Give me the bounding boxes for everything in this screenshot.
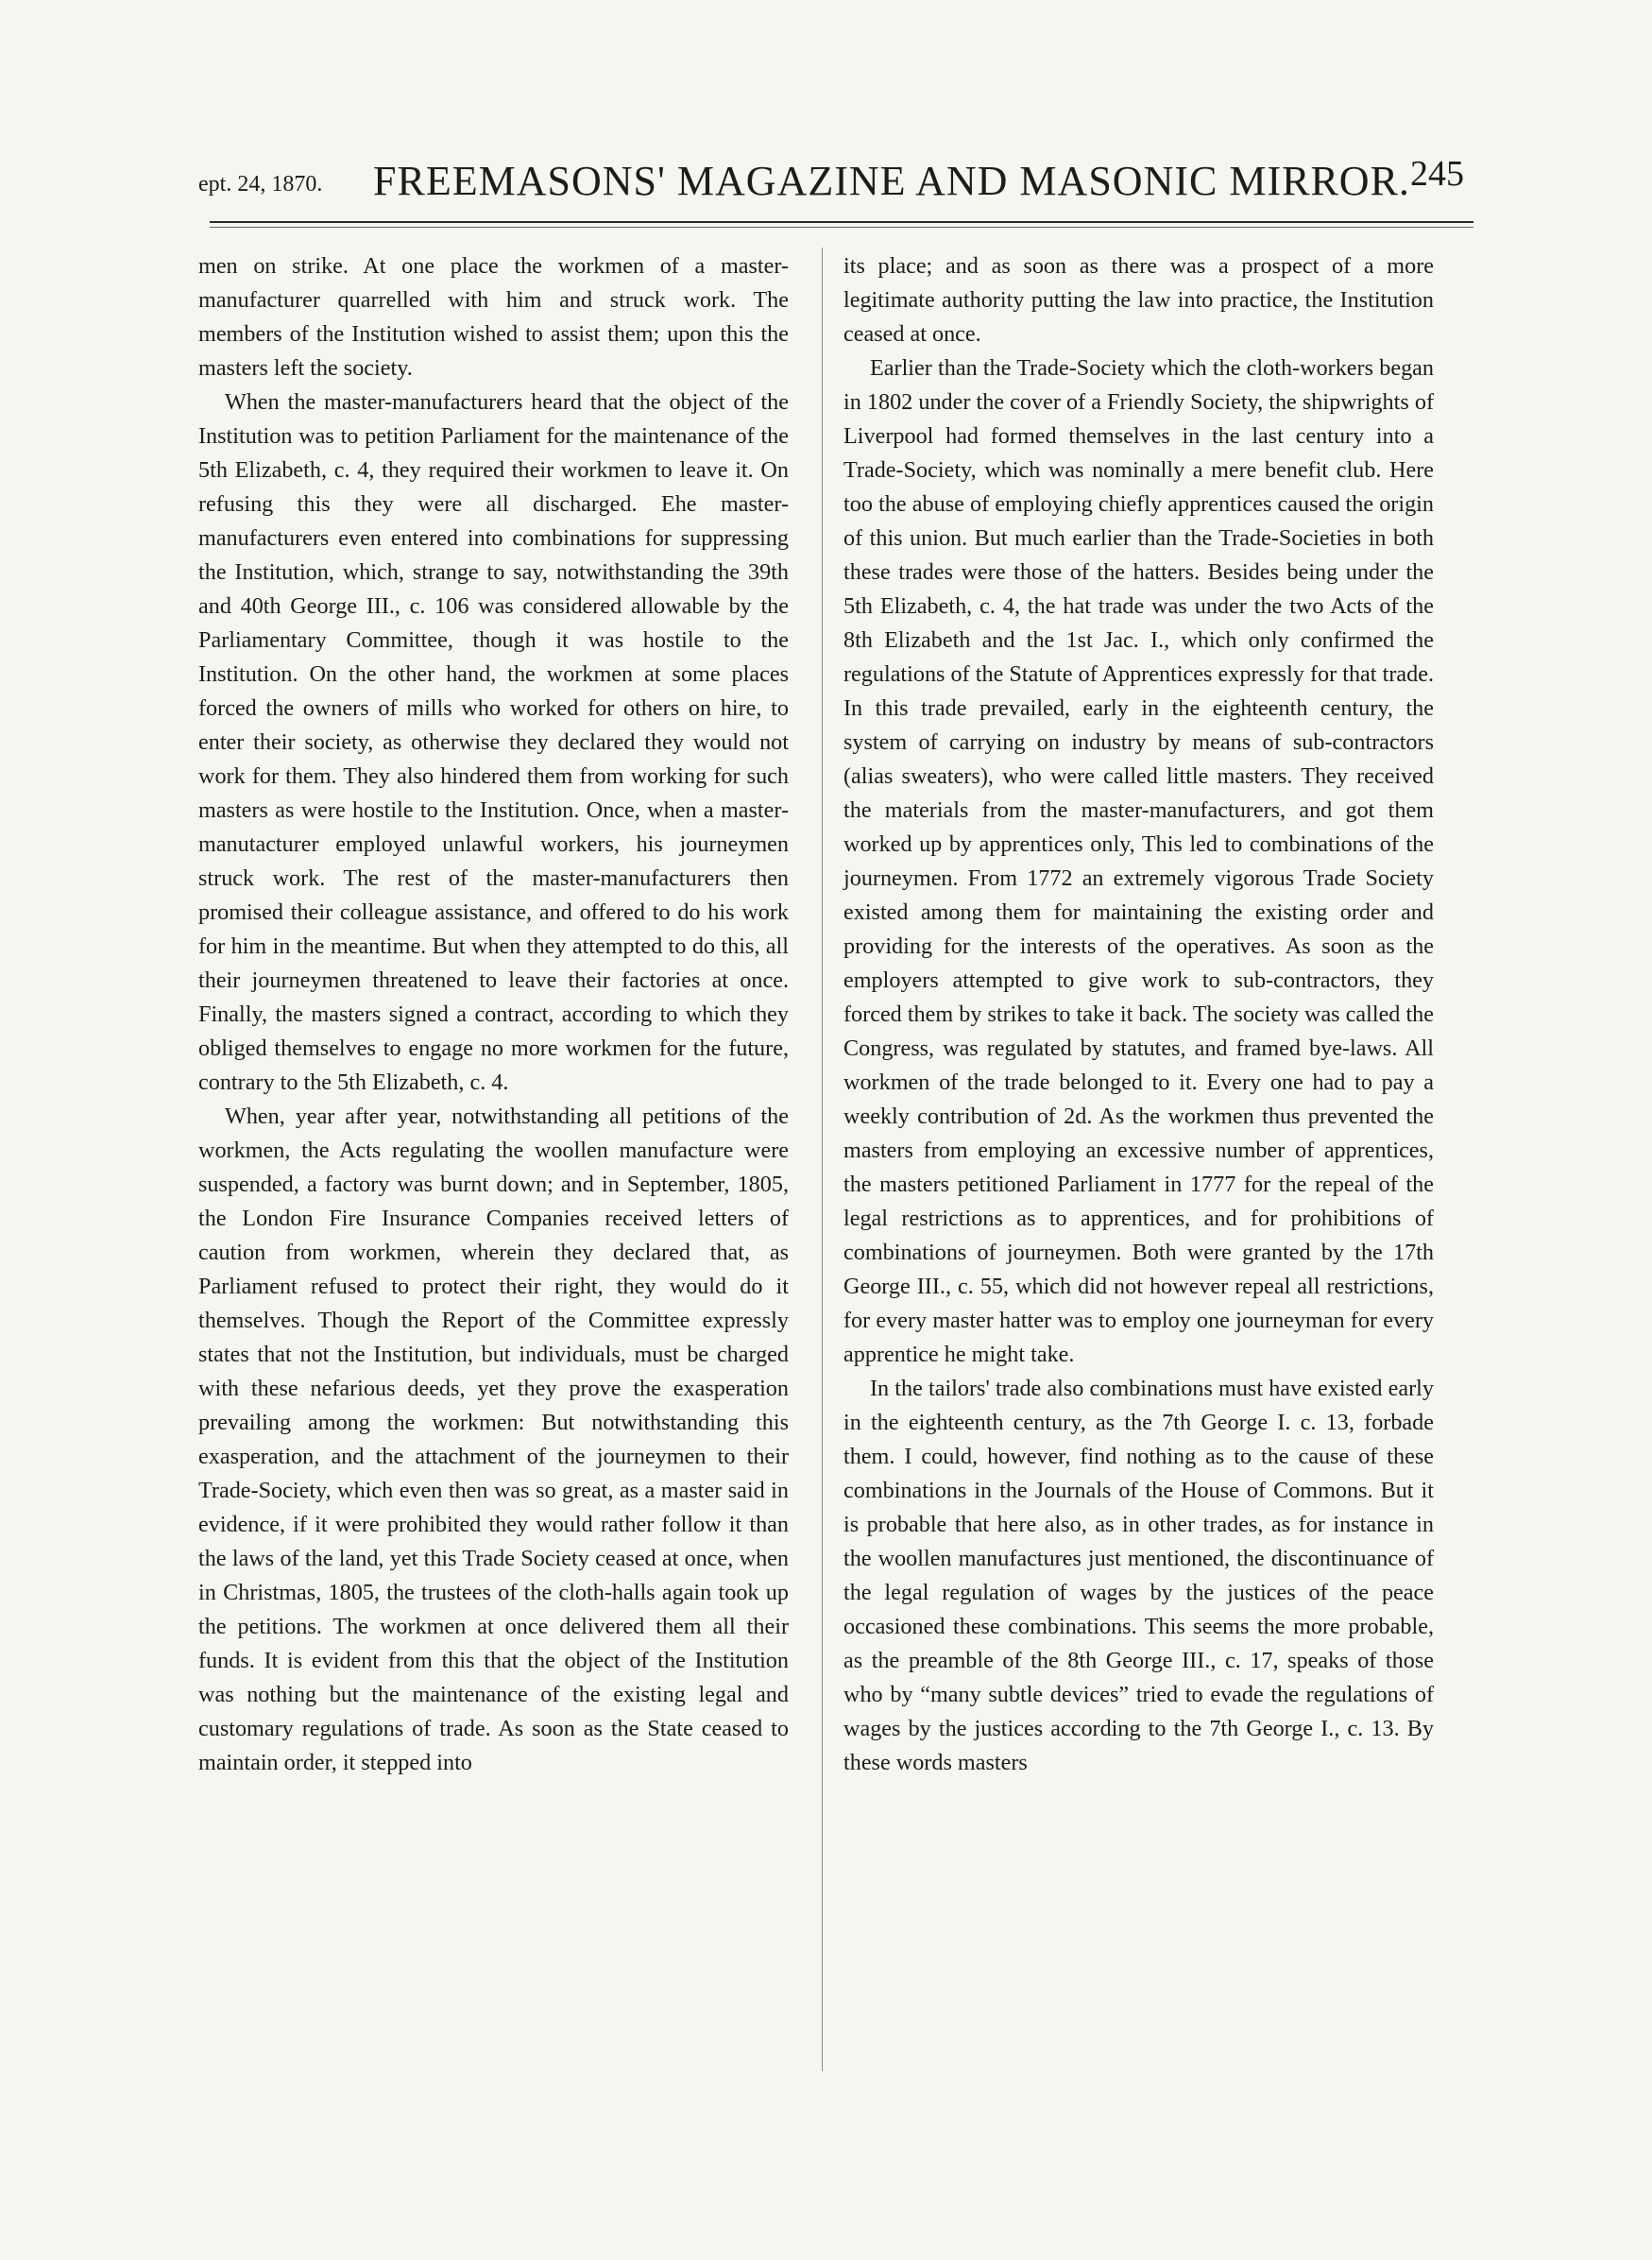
paragraph: men on strike. At one place the workmen of a master-manufacturer quarrelled with him and struck work. The members of the Institution wished to assist them; upon this the masters left the society.: [198, 253, 789, 381]
page-number: 245: [1410, 154, 1464, 194]
paragraph: In the tailors' trade also combinations must have existed early in the eighteenth century, as the 7th George I. c. 13, forbade them. I could, however, find nothing as to the cause of these combinations in the Journals of the House of Commons. But it is probable that here also, as in other trades, as for instance in the woollen manufactures just mentioned, the discontinuance of the legal regulation of wages by the justices of the peace occasioned these combinations. This seems the more probable, as the preamble of the 8th George III., c. 17, speaks of those who by “many subtle devices” tried to evade the regulations of wages by the justices according to the 7th George I., c. 13. By these words masters: [843, 1376, 1434, 1775]
right-column: [843, 249, 1434, 1780]
left-column: [198, 249, 789, 1780]
page-header: [198, 151, 1464, 208]
paragraph: When the master-manufacturers heard that the object of the Institution was to petition Parliament for the maintenance of the 5th Elizabeth, c. 4, they required their workmen to leave it. On refusing this they were all discharged. Ehe master-manufacturers even entered into combinations for suppressing the Institution, which, strange to say, notwithstanding the 39th and 40th George III., c. 106 was considered allowable by the Parliamentary Committee, though it was hostile to the Institution. On the other hand, the workmen at some places forced the owners of mills who worked for others on hire, to enter their society, as otherwise they declared they would not work for them. They also hindered them from working for such masters as were hostile to the Institution. Once, when a master-manutacturer employed unlawful workers, his journeymen struck work. The rest of the master-manufacturers then promised their colleague assistance, and offered to do his work for him in the meantime. But when they attempted to do this, all their journeymen threatened to leave their factories at once. Finally, the masters signed a contract, according to which they obliged themselves to engage no more workmen for the future, contrary to the 5th Elizabeth, c. 4.: [198, 389, 789, 1095]
issue-date: ept. 24, 1870.: [198, 172, 323, 197]
paragraph: Earlier than the Trade-Society which the cloth-workers began in 1802 under the cover of a Friendly Society, the shipwrights of Liverpool had formed themselves in the last century into a Trade-Society, which was nominally a mere benefit club. Here too the abuse of employing chiefly apprentices caused the origin of this union. But much earlier than the Trade-Societies in both these trades were those of the hatters. Besides being under the 5th Elizabeth, c. 4, the hat trade was under the two Acts of the 8th Elizabeth and the 1st Jac. I., which only confirmed the regulations of the Statute of Apprentices expressly for that trade. In this trade prevailed, early in the eighteenth century, the system of carrying on industry by means of sub-contractors (alias sweaters), who were called little masters. They received the materials from the master-manufacturers, and got them worked up by apprentices only, This led to combinations of the journeymen. From 1772 an extremely vigorous Trade Society existed among them for maintaining the existing order and providing for the interests of the operatives. As soon as the employers attempted to give work to sub-contractors, they forced them by strikes to take it back. The society was called the Congress, was regulated by statutes, and framed bye-laws. All workmen of the trade belonged to it. Every one had to pay a weekly contribution of 2d. As the workmen thus prevented the masters from employing an excessive number of apprentices, the masters petitioned Parliament in 1777 for the repeal of the legal restrictions as to apprentices, and for prohibitions of combinations of journeymen. Both were granted by the 17th George III., c. 55, which did not however repeal all restrictions, for every master hatter was to employ one journeyman for every apprentice he might take.: [843, 355, 1434, 1367]
paragraph: When, year after year, notwithstanding all petitions of the workmen, the Acts regulating the woollen manufacture were suspended, a factory was burnt down; and in September, 1805, the London Fire Insurance Companies received letters of caution from workmen, wherein they declared that, as Parliament refused to protect their right, they would do it themselves. Though the Report of the Committee expressly states that not the Institution, but individuals, must be charged with these nefarious deeds, yet they prove the exasperation prevailing among the workmen: But notwithstanding this exasperation, and the attachment of the journeymen to their Trade-Society, which even then was so great, as a master said in evidence, if it were prohibited they would rather follow it than the laws of the land, yet this Trade Society ceased at once, when in Christmas, 1805, the trustees of the cloth-halls again took up the petitions. The workmen at once delivered them all their funds. It is evident from this that the object of the Institution was nothing but the maintenance of the existing legal and customary regulations of trade. As soon as the State ceased to maintain order, it stepped into: [198, 1104, 789, 1775]
paragraph: its place; and as soon as there was a prospect of a more legitimate authority putting the law into practice, the Institution ceased at once.: [843, 253, 1434, 347]
magazine-title: FREEMASONS' MAGAZINE AND MASONIC MIRROR.: [373, 158, 1410, 204]
header-rule: [210, 221, 1473, 223]
column-divider: [822, 248, 823, 2071]
header-rule-thin: [210, 227, 1473, 228]
